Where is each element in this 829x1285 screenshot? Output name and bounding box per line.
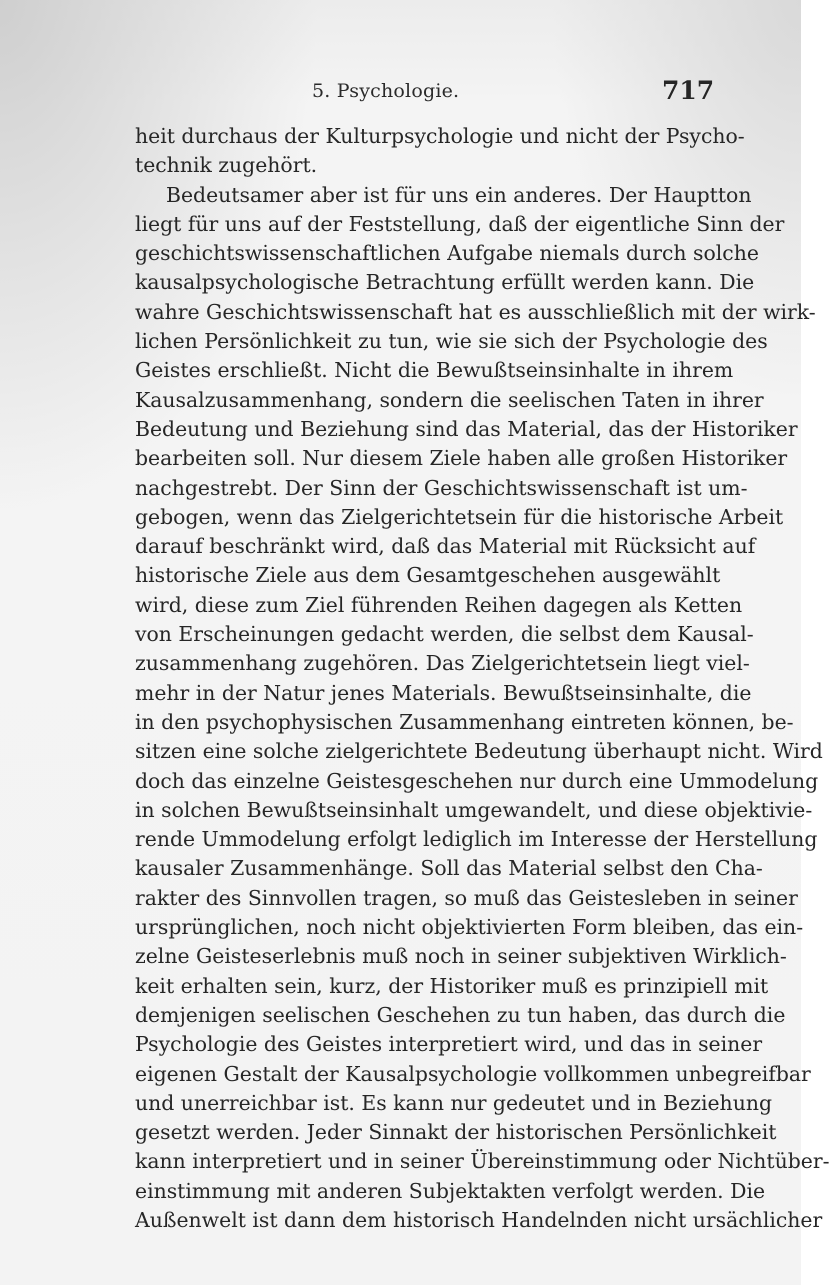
text-line: rakter des Sinnvollen tragen, so muß das Geistesleben in seiner (135, 885, 798, 910)
text-line: darauf beschränkt wird, daß das Material mit Rücksicht auf (135, 534, 756, 559)
text-line: in den psychophysischen Zusammenhang eintreten können, be- (135, 709, 794, 734)
body-text (135, 122, 829, 1242)
text-line: bearbeiten soll. Nur diesem Ziele haben alle großen Historiker (135, 446, 788, 471)
text-line: rende Ummodelung erfolgt lediglich im Interesse der Herstellung (135, 827, 818, 852)
text-line: nachgestrebt. Der Sinn der Geschichtswissenschaft ist um- (135, 475, 748, 500)
text-line: wird, diese zum Ziel führenden Reihen dagegen als Ketten (135, 592, 743, 617)
page-number: 717 (662, 76, 715, 105)
text-line: sitzen eine solche zielgerichtete Bedeutung überhaupt nicht. Wird (135, 739, 823, 764)
text-line: eigenen Gestalt der Kausalpsychologie vollkommen unbegreifbar (135, 1061, 811, 1086)
text-line: technik zugehört. (135, 153, 318, 178)
text-line: von Erscheinungen gedacht werden, die selbst dem Kausal- (135, 622, 754, 647)
running-head (0, 76, 801, 106)
text-line: heit durchaus der Kulturpsychologie und nicht der Psycho- (135, 124, 745, 148)
text-line: demjenigen seelischen Geschehen zu tun haben, das durch die (135, 1002, 786, 1027)
text-line: Psychologie des Geistes interpretiert wird, und das in seiner (135, 1032, 763, 1057)
text-line: gesetzt werden. Jeder Sinnakt der historischen Persönlichkeit (135, 1120, 777, 1145)
text-line: lichen Persönlichkeit zu tun, wie sie sich der Psychologie des (135, 329, 768, 354)
running-title: 5. Psychologie. (312, 80, 460, 102)
text-line: historische Ziele aus dem Gesamtgeschehen ausgewählt (135, 563, 721, 588)
text-line: keit erhalten sein, kurz, der Historiker muß es prinzipiell mit (135, 973, 769, 998)
text-line: einstimmung mit anderen Subjektakten verfolgt werden. Die (135, 1178, 766, 1203)
text-line: kann interpretiert und in seiner Übereinstimmung oder Nichtüber- (135, 1149, 829, 1174)
text-line: liegt für uns auf der Feststellung, daß der eigentliche Sinn der (135, 211, 785, 236)
text-line: geschichtswissenschaftlichen Aufgabe niemals durch solche (135, 241, 759, 266)
text-line: kausaler Zusammenhänge. Soll das Material selbst den Cha- (135, 856, 763, 881)
text-line: in solchen Bewußtseinsinhalt umgewandelt, und diese objektivie- (135, 797, 813, 822)
text-line: doch das einzelne Geistesgeschehen nur durch eine Ummodelung (135, 768, 819, 793)
text-line: Kausalzusammenhang, sondern die seelischen Taten in ihrer (135, 387, 764, 412)
text-line: ursprünglichen, noch nicht objektivierten Form bleiben, das ein- (135, 915, 804, 940)
text-line: wahre Geschichtswissenschaft hat es ausschließlich mit der wirk- (135, 299, 816, 324)
text-line: Geistes erschließt. Nicht die Bewußtseinsinhalte in ihrem (135, 358, 734, 383)
text-line: mehr in der Natur jenes Materials. Bewußtseinsinhalte, die (135, 680, 752, 705)
text-line: zusammenhang zugehören. Das Zielgerichtetsein liegt viel- (135, 651, 750, 676)
text-line: kausalpsychologische Betrachtung erfüllt werden kann. Die (135, 270, 755, 295)
paragraph-first-line: Bedeutsamer aber ist für uns ein anderes. Der Hauptton (166, 182, 752, 207)
text-line: Bedeutung und Beziehung sind das Material, das der Historiker (135, 416, 798, 441)
text-line: zelne Geisteserlebnis muß noch in seiner subjektiven Wirklich- (135, 944, 787, 969)
text-line: und unerreichbar ist. Es kann nur gedeutet und in Beziehung (135, 1090, 773, 1115)
text-line: Außenwelt ist dann dem historisch Handelnden nicht ursächlicher (135, 1207, 823, 1232)
text-line: gebogen, wenn das Zielgerichtetsein für die historische Arbeit (135, 504, 784, 529)
